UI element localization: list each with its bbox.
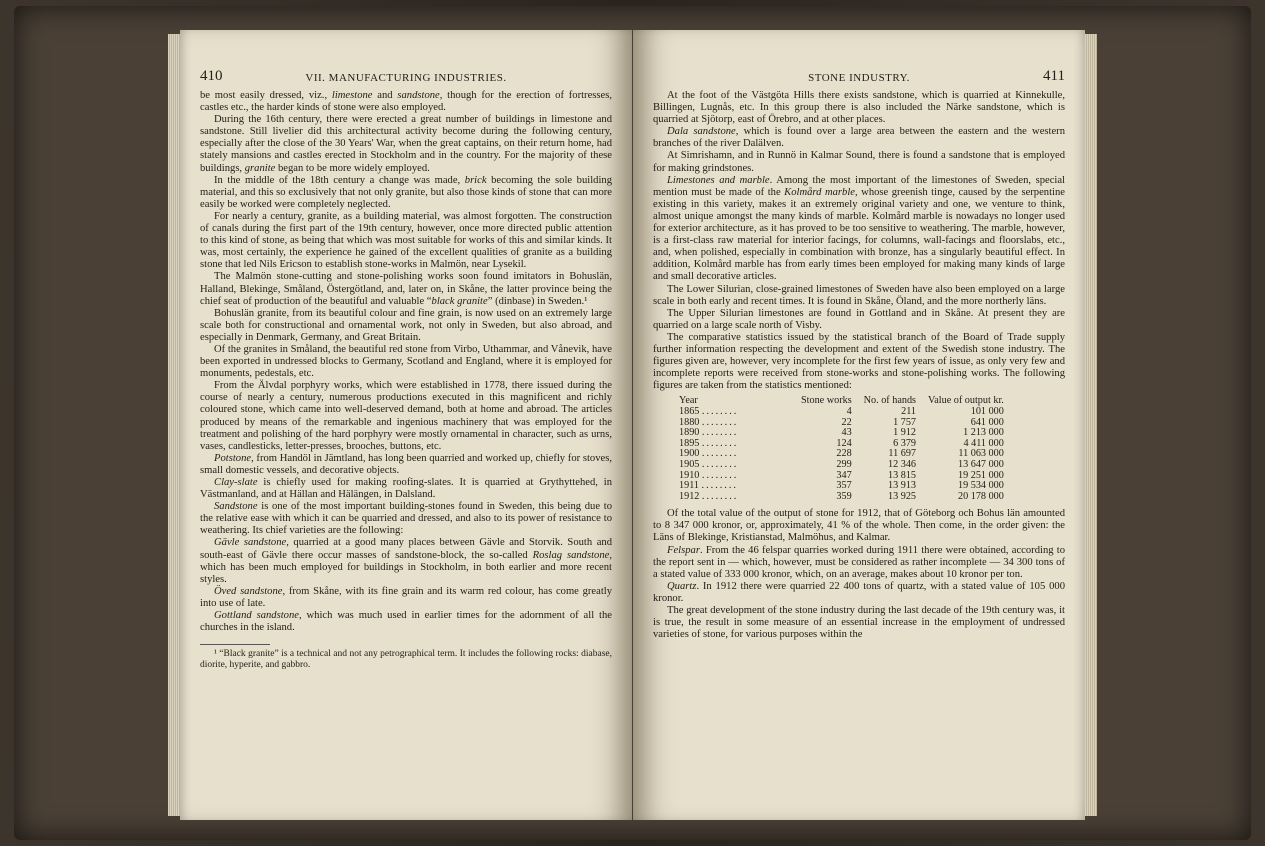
table-cell: 357 xyxy=(836,480,852,492)
dot-leader: ........ xyxy=(701,416,739,428)
dot-leader: ........ xyxy=(701,480,738,492)
paragraph: During the 16th century, there were erected a great number of buildings in limestone and sandstone. Still livelier did this architectural activity become during the following century, especially after the close of the 30 Years' War, when the great captains, on their return home, had stately mansions and castles erected in Stockholm and in the country. For the majority of these buildings, granite began to be more widely employed. xyxy=(200,114,612,174)
table-cell: 11 697 xyxy=(888,448,917,460)
table-cell: 43 xyxy=(841,427,852,439)
table-cell: 228 xyxy=(836,448,852,460)
dot-leader: ........ xyxy=(701,437,739,449)
dot-leader: ........ xyxy=(701,490,739,502)
left-running-title: VII. MANUFACTURING INDUSTRIES. xyxy=(305,72,507,84)
table-row xyxy=(673,492,1010,503)
paragraph: For nearly a century, granite, as a building material, was almost forgotten. The construction of canals during the first part of the 19th century, however, once more directed public attention to this kind of stone, as being that which was most suitable for works of this and similar kinds. It was, most certainly, the experience he gained of the excellent qualities of granite as a building stone that led Nils Ericson to establish stone-works in Malmön, near Lysekil. xyxy=(200,210,612,271)
paragraph: The great development of the stone industry during the last decade of the 19th century was, it is true, the result in some measure of an essential increase in the employment of undressed varieties of stone, for various purposes within the xyxy=(653,605,1065,641)
paragraph: Of the total value of the output of stone for 1912, that of Göteborg och Bohus län amounted to 8 347 000 kronor, or, approximately, 41 % of the whole. Then come, in the order given: the Läns of Blekinge, Kristianstad, Malmöhus, and Kalmar. xyxy=(653,508,1065,544)
paragraph: Clay-slate is chiefly used for making roofing-slates. It is quarried at Grythyttehed, in Västmanland, and at Hällan and Hälängen, in Dalsland. xyxy=(200,477,612,501)
left-page-body xyxy=(200,90,612,671)
paragraph: be most easily dressed, viz., limestone and sandstone, though for the erection of fortresses, castles etc., the harder kinds of stone were also employed. xyxy=(200,90,613,114)
table-cell: 19 534 000 xyxy=(958,480,1004,492)
table-cell: 124 xyxy=(836,437,852,449)
table-cell: 13 647 000 xyxy=(958,458,1004,470)
dot-leader: ........ xyxy=(701,469,739,481)
table-cell: 13 815 xyxy=(888,469,917,481)
table-cell: 4 411 000 xyxy=(963,437,1004,449)
table-cell: 1895 ........ xyxy=(679,437,739,449)
table-cell: 13 913 xyxy=(888,480,917,492)
table-cell: 1880 ........ xyxy=(679,416,739,428)
table-cell: 22 xyxy=(841,416,852,428)
right-page-number: 411 xyxy=(1043,68,1065,84)
table-cell: 4 xyxy=(846,405,852,417)
paragraph: Quartz. In 1912 there were quarried 22 400 tons of quartz, with a stated value of 105 000 kronor. xyxy=(653,580,1065,604)
table-cell: 19 251 000 xyxy=(958,469,1004,481)
table-cell: 347 xyxy=(836,469,852,481)
paragraph: Gottland sandstone, which was much used in earlier times for the adornment of all the churches in the island. xyxy=(200,610,612,634)
table-cell: 101 000 xyxy=(970,405,1004,417)
table-cell: 1912 ........ xyxy=(679,490,739,502)
table-cell: 1890 ........ xyxy=(679,427,739,439)
paragraph: Potstone, from Handöl in Jämtland, has long been quarried and worked up, chiefly for stoves, small domestic vessels, and decorative objects. xyxy=(200,452,612,476)
table-header-cell: No. of hands xyxy=(863,395,917,407)
paragraph: At Simrishamn, and in Runnö in Kalmar Sound, there is found a sandstone that is employed for making grindstones. xyxy=(653,150,1065,174)
left-running-head xyxy=(200,70,612,86)
paragraph: Öved sandstone, from Skåne, with its fine grain and its warm red colour, has come greatly into use of late. xyxy=(200,585,613,609)
left-page xyxy=(180,30,632,820)
table-header-cell: Stone works xyxy=(801,395,852,407)
right-page-edges xyxy=(1083,34,1097,816)
table-cell: 1 213 000 xyxy=(963,427,1004,439)
dot-leader: ........ xyxy=(701,448,739,460)
table-cell: 6 379 xyxy=(893,437,917,449)
paragraph: Limestones and marble. Among the most important of the limestones of Sweden, special mention must be made of the Kolmård marble, whose greenish tinge, caused by the serpentine existing in this variety, makes it an extremely original variety and one, we venture to think, almost unique amongst the many kinds of marble. Kolmård marble is nowadays no longer used for exterior architecture, as it has proved to be too sensitive to weathering. The marble, however, is a first-class raw material for interior facings, for columns, wall-facings and floorslabs, etc., and, when polished, especially in combination with bronze, has a singularly beautiful effect. In addition, Kolmård marble has from early times been employed for making many kinds of large and small decorative articles. xyxy=(653,174,1065,283)
paragraph: Gävle sandstone, quarried at a good many places between Gävle and Storvik. South and south-east of Gävle there occur masses of sandstone-block, the so-called Roslag sandstone, which has been much employed for buildings in Stockholm, in both earlier and more recent styles. xyxy=(200,537,613,585)
right-page-body xyxy=(653,90,1065,641)
paragraph: Felspar. From the 46 felspar quarries worked during 1911 there were obtained, according to the report sent in — which, however, must be considered as rather incomplete — 34 300 tons of a stated value of 333 000 kronor, which, on an average, makes about 10 kronor per ton. xyxy=(653,544,1065,580)
table-cell: 1910 ........ xyxy=(679,469,739,481)
paragraph: Dala sandstone, which is found over a large area between the eastern and the western branches of the river Dalälven. xyxy=(653,126,1065,150)
paragraph: In the middle of the 18th century a change was made, brick becoming the sole building material, and this so exclusively that not only granite, but also those kinds of stone that can more easily be worked were completely neglected. xyxy=(200,174,612,210)
paragraph: Of the granites in Småland, the beautiful red stone from Virbo, Uthammar, and Vånevik, have been exported in undressed blocks to Germany, Scotland and England, where it is employed for monuments, pedestals, etc. xyxy=(200,343,612,380)
paragraph: From the Älvdal porphyry works, which were established in 1778, there issued during the course of nearly a century, numerous productions executed in this magnificent and richly coloured stone, which came into well-deserved demand, both at home and abroad. The articles produced by means of the remarkable and ingenious machinery that was employed for the treatment and polishing of the hard porphyry were mostly ornamental in character, such as urns, vases, candlesticks, letter-presses, brooches, buttons, etc. xyxy=(200,380,612,452)
dot-leader: ........ xyxy=(701,458,739,470)
table-cell: 11 063 000 xyxy=(958,448,1004,460)
left-page-number: 410 xyxy=(200,68,223,84)
right-running-head xyxy=(653,70,1065,86)
paragraph: Sandstone is one of the most important building-stones found in Sweden, this being due to the relative ease with which it can be quarried and dressed, and also to its power of resistance to weathering. Its chief varieties are the following: xyxy=(200,501,612,537)
right-running-title: STONE INDUSTRY. xyxy=(808,72,910,84)
paragraph: At the foot of the Västgöta Hills there exists sandstone, which is quarried at Kinnekulle, Billingen, Lugnås, etc. In this group there is also included the Närke sandstone, which is quarried at Sjötorp, east of Örebro, and at other places. xyxy=(653,90,1065,126)
paragraph: The Malmön stone-cutting and stone-polishing works soon found imitators in Bohuslän, Halland, Blekinge, Småland, Östergötland, and, later on, in Skåne, the latter province being the chief seat of production of the beautiful and valuable “black granite” (dinbase) in Sweden.¹ xyxy=(200,271,612,307)
table-cell: 1 912 xyxy=(893,427,917,439)
table-cell: 20 178 000 xyxy=(958,490,1004,502)
table-cell: 359 xyxy=(836,490,852,502)
dot-leader: ........ xyxy=(701,427,739,439)
paragraph: The Lower Silurian, close-grained limestones of Sweden have also been employed on a large scale in both early and recent times. It is found in Skåne, Öland, and the more northerly läns. xyxy=(653,283,1065,307)
table-cell: 1911 ........ xyxy=(679,480,738,492)
table-cell: 1865 ........ xyxy=(679,405,739,417)
table-cell: 1905 ........ xyxy=(679,458,739,470)
table-cell: 13 925 xyxy=(888,490,917,502)
paragraph: The Upper Silurian limestones are found in Gottland and in Skåne. At present they are quarried on a large scale north of Visby. xyxy=(653,307,1065,331)
table-cell: 211 xyxy=(901,405,917,417)
table-cell: 641 000 xyxy=(970,416,1004,428)
dot-leader: ........ xyxy=(701,405,739,417)
table-cell: 299 xyxy=(836,458,852,470)
statistics-table xyxy=(673,396,1010,502)
table-cell: 1900 ........ xyxy=(679,448,739,460)
right-page xyxy=(633,30,1085,820)
table-cell: 1 757 xyxy=(893,416,917,428)
footnote-rule xyxy=(200,644,270,645)
table-cell: 12 346 xyxy=(888,458,917,470)
paragraph: Bohuslän granite, from its beautiful colour and fine grain, is now used on an extremely large scale both for constructional and ornamental work, not only in Sweden, but also abroad, and especially in Denmark, Germany, and Great Britain. xyxy=(200,307,612,343)
table-header-cell: Year xyxy=(679,395,698,407)
table-header-cell: Value of output kr. xyxy=(928,395,1004,407)
footnote: ¹ “Black granite” is a technical and not any petrographical term. It includes the following rocks: diabase, diorite, hyperite, and gabbro. xyxy=(200,649,612,671)
paragraph: The comparative statistics issued by the statistical branch of the Board of Trade supply further information respecting the development and extent of the Swedish stone industry. The figures given are, however, very incomplete for the first few years of issue, as only very few and incomplete reports were received from stone-works and stone-polishing works. The following figures are taken from the statistics mentioned: xyxy=(653,331,1065,392)
